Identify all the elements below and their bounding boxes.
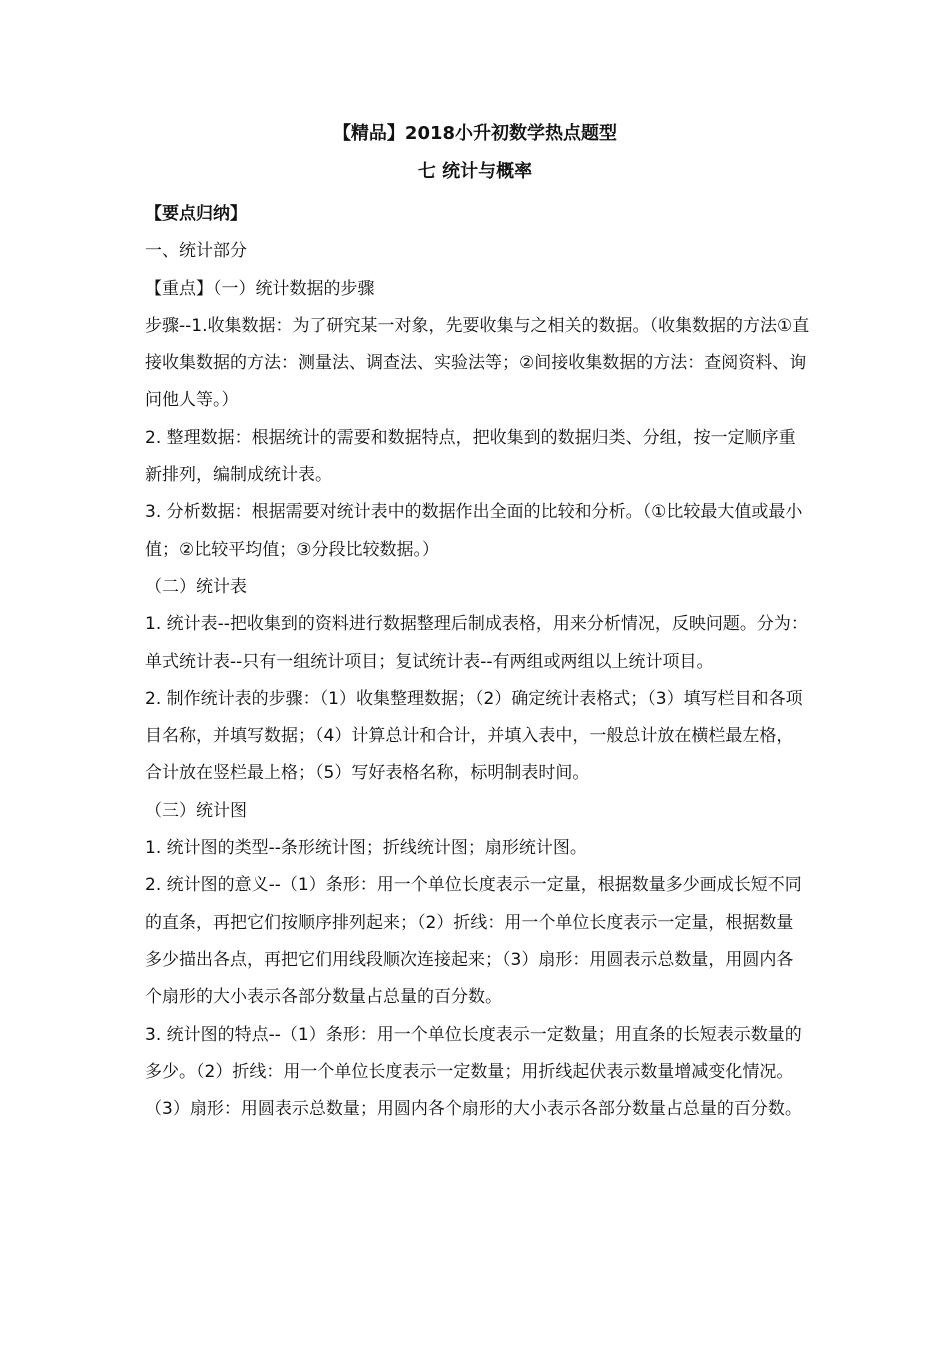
chart-meaning: 2. 统计图的意义--（1）条形：用一个单位长度表示一定量，根据数量多少画成长短不同的直条，再把它们按顺序排列起来；（2）折线：用一个单位长度表示一定量，根据数量多少描出各点，再把它们用线段顺次连接起来；（3）扇形：用圆表示总数量，用圆内各个扇形的大小表示各部分数量占总量的百分数。 <box>145 875 802 1008</box>
table-definition: 1. 统计表--把收集到的资料进行数据整理后制成表格，用来分析情况，反映问题。分为：单式统计表--只有一组统计项目；复试统计表--有两组或两组以上统计项目。 <box>145 614 808 672</box>
focus-steps-heading: 【重点】（一）统计数据的步骤 <box>145 278 375 299</box>
chapter-title: 七 统计与概率 <box>417 161 533 182</box>
subsection-charts: （三）统计图 <box>145 800 247 821</box>
key-points-heading: 【要点归纳】 <box>145 204 247 224</box>
chart-types: 1. 统计图的类型--条形统计图；折线统计图；扇形统计图。 <box>145 838 587 859</box>
section-statistics: 一、统计部分 <box>145 241 247 262</box>
subsection-tables: （二）统计表 <box>145 576 247 597</box>
step-organize-data: 2. 整理数据：根据统计的需要和数据特点，把收集到的数据归类、分组，按一定顺序重新排列，编制成统计表。 <box>145 427 796 486</box>
document-body <box>145 196 810 1128</box>
table-steps: 2. 制作统计表的步骤：（1）收集整理数据；（2）确定统计表格式；（3）填写栏目和各项目名称，并填写数据；（4）计算总计和合计，并填入表中，一般总计放在横栏最左格，合计放在竖栏最上格；（5）写好表格名称，标明制表时间。 <box>145 688 803 784</box>
chart-features: 3. 统计图的特点--（1）条形：用一个单位长度表示一定数量；用直条的长短表示数量的多少。（2）折线：用一个单位长度表示一定数量；用折线起伏表示数量增减变化情况。（3）扇形：用圆表示总数量；用圆内各个扇形的大小表示各部分数量占总量的百分数。 <box>145 1024 802 1120</box>
document-title: 【精品】2018小升初数学热点题型 <box>332 123 618 144</box>
step-analyze-data: 3. 分析数据：根据需要对统计表中的数据作出全面的比较和分析。（①比较最大值或最小值；②比较平均值；③分段比较数据。） <box>145 502 803 560</box>
step-collect-data: 步骤--1.收集数据：为了研究某一对象，先要收集与之相关的数据。（收集数据的方法①直接收集数据的方法：测量法、调查法、实验法等；②间接收集数据的方法：查阅资料、询问他人等。） <box>145 315 810 411</box>
